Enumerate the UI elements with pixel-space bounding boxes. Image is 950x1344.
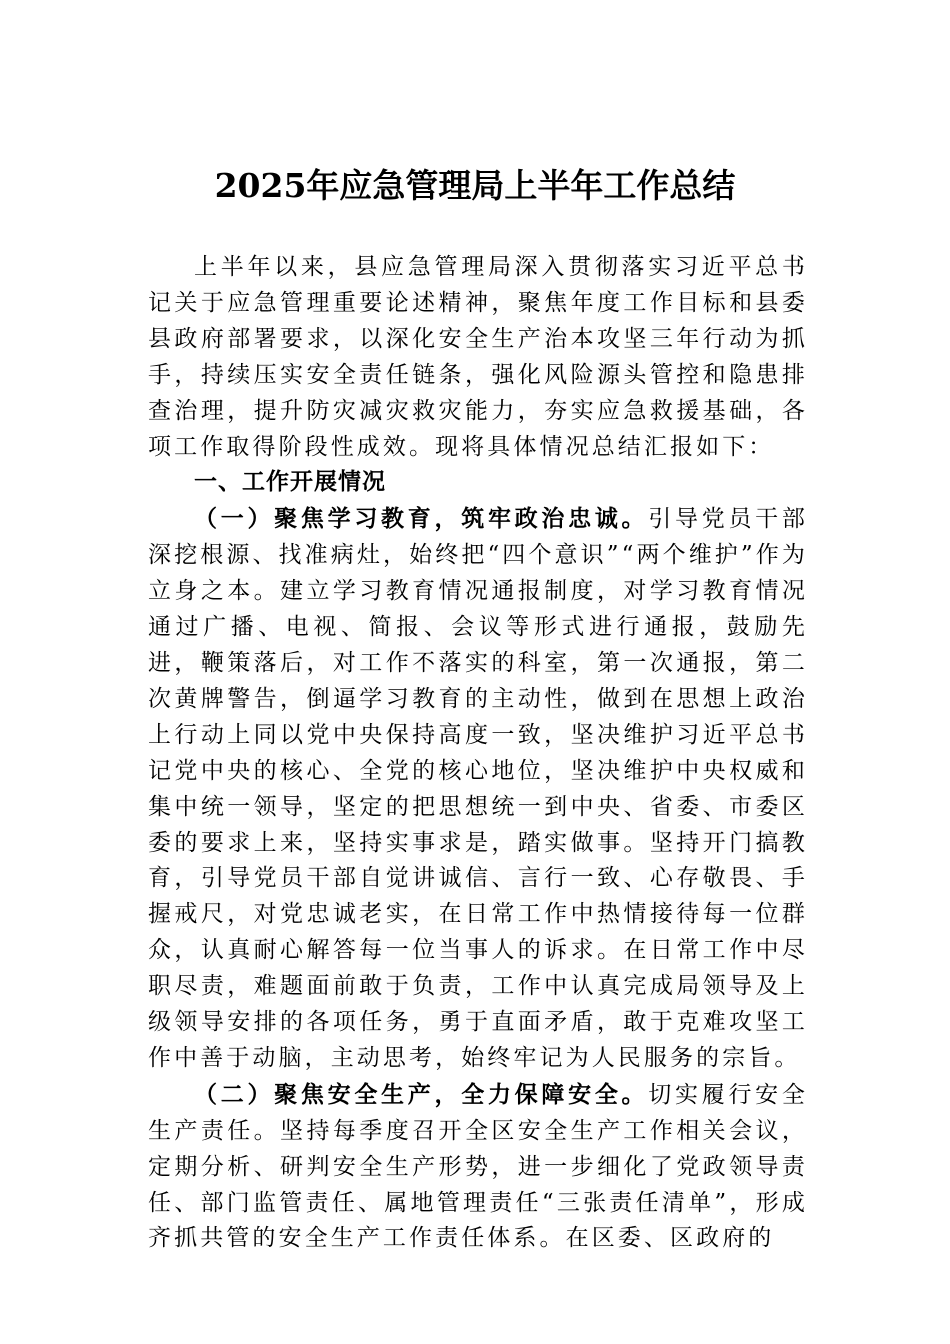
intro-paragraph: 上半年以来，县应急管理局深入贯彻落实习近平总书记关于应急管理重要论述精神，聚焦年度工作目标和县委县政府部署要求，以深化安全生产治本攻坚三年行动为抓手，持续压实安全责任链条，强化风险源头管控和隐患排查治理，提升防灾减灾救灾能力，夯实应急救援基础，各项工作取得阶段性成效。现将具体情况总结汇报如下： — [148, 254, 808, 460]
subsection-lead: （二）聚焦安全生产，全力保障安全。 — [194, 1080, 649, 1108]
document-title: 2025年应急管理局上半年工作总结 — [214, 166, 736, 205]
subsection-study-education — [148, 501, 808, 1077]
section-heading-work-status: 一、工作开展情况 — [194, 469, 386, 496]
subsection-text: 引导党员干部深挖根源、找准病灶，始终把“四个意识”“两个维护”作为立身之本。建立学习教育情况通报制度，对学习教育情况通过广播、电视、简报、会议等形式进行通报，鼓励先进，鞭策落后，对工作不落实的科室，第一次通报，第二次黄牌警告，倒逼学习教育的主动性，做到在思想上政治上行动上同以党中央保持高度一致，坚决维护习近平总书记党中央的核心、全党的核心地位，坚决维护中央权威和集中统一领导，坚定的把思想统一到中央、省委、市委区委的要求上来，坚持实事求是，踏实做事。坚持开门搞教育，引导党员干部自觉讲诚信、言行一致、心存敬畏、手握戒尺，对党忠诚老实，在日常工作中热情接待每一位群众，认真耐心解答每一位当事人的诉求。在日常工作中尽职尽责，难题面前敢于负责，工作中认真完成局领导及上级领导安排的各项任务，勇于直面矛盾，敢于克难攻坚工作中善于动脑，主动思考，始终牢记为人民服务的宗旨。 — [148, 506, 808, 1071]
subsection-safety-production — [148, 1077, 808, 1258]
document-body — [148, 250, 808, 1257]
subsection-text: 切实履行安全生产责任。坚持每季度召开全区安全生产工作相关会议，定期分析、研判安全生产形势，进一步细化了党政领导责任、部门监管责任、属地管理责任“三张责任清单”，形成齐抓共管的安全生产工作责任体系。在区委、区政府的 — [148, 1081, 808, 1252]
subsection-lead: （一）聚焦学习教育，筑牢政治忠诚。 — [194, 505, 649, 533]
